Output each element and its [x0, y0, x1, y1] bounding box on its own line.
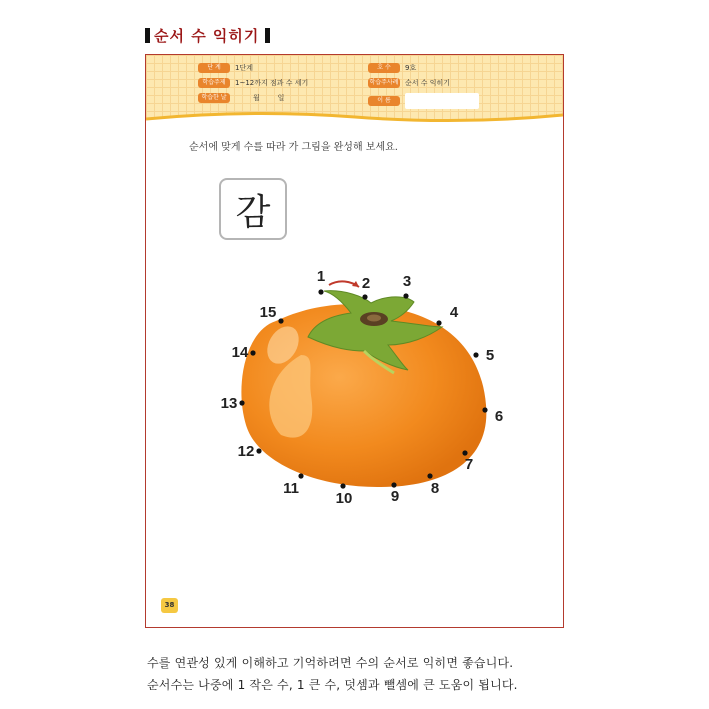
title-text: 순서 수 익히기	[154, 26, 260, 45]
label-stage: 단 계	[198, 63, 230, 73]
title-bar-right	[265, 28, 270, 43]
dot-6	[482, 407, 487, 412]
dot-label-10: 10	[335, 489, 353, 507]
dot-8	[427, 473, 432, 478]
dot-label-15: 15	[259, 303, 277, 321]
dot-label-5: 5	[485, 346, 495, 364]
dot-5	[473, 352, 478, 357]
title-bar-left	[145, 28, 150, 43]
dot-label-11: 11	[283, 479, 299, 497]
value-stage: 1단계	[235, 64, 253, 72]
dot-label-4: 4	[449, 303, 459, 321]
dot-label-8: 8	[430, 479, 440, 497]
dot-2	[362, 294, 367, 299]
dot-label-1: 1	[316, 267, 326, 285]
page-number: 38	[161, 598, 178, 613]
value-case: 순서 수 익히기	[405, 79, 451, 87]
dot-label-2: 2	[361, 274, 371, 292]
footer-line-2: 순서수는 나중에 1 작은 수, 1 큰 수, 덧셈과 뺄셈에 큰 도움이 됩니다.	[147, 678, 518, 692]
dot-label-6: 6	[494, 407, 504, 425]
value-topic: 1~12까지 점과 수 세기	[235, 79, 309, 87]
value-issue: 9호	[405, 64, 417, 72]
label-issue: 호 수	[368, 63, 400, 73]
label-name: 이 름	[368, 96, 400, 106]
dot-14	[250, 350, 255, 355]
dot-label-13: 13	[220, 394, 238, 412]
dot-3	[403, 293, 408, 298]
dot-4	[436, 320, 441, 325]
dot-12	[256, 448, 261, 453]
footer-line-1: 수를 연관성 있게 이해하고 기억하려면 수의 순서로 익히면 좋습니다.	[147, 656, 514, 670]
label-topic: 학습주제	[198, 78, 230, 88]
dot-13	[239, 400, 244, 405]
dot-10	[340, 483, 345, 488]
section-title	[145, 24, 270, 46]
dot-7	[462, 450, 467, 455]
dot-label-12: 12	[237, 442, 255, 460]
label-case: 학습주사례	[369, 79, 399, 86]
dot-label-9: 9	[390, 487, 400, 505]
word-text: 감	[235, 191, 271, 233]
dot-label-7: 7	[464, 455, 474, 473]
persimmon-dot-art	[146, 55, 564, 628]
value-date: 월 일	[253, 94, 285, 102]
dot-label-3: 3	[402, 272, 412, 290]
instruction-text: 순서에 맞게 수를 따라 가 그림을 완성해 보세요.	[189, 142, 398, 153]
worksheet-page	[145, 54, 564, 628]
dot-label-14: 14	[231, 343, 249, 361]
dot-9	[391, 482, 396, 487]
label-date: 학습한 날	[198, 93, 230, 103]
dot-11	[298, 473, 303, 478]
dot-15	[278, 318, 283, 323]
dot-1	[318, 289, 323, 294]
